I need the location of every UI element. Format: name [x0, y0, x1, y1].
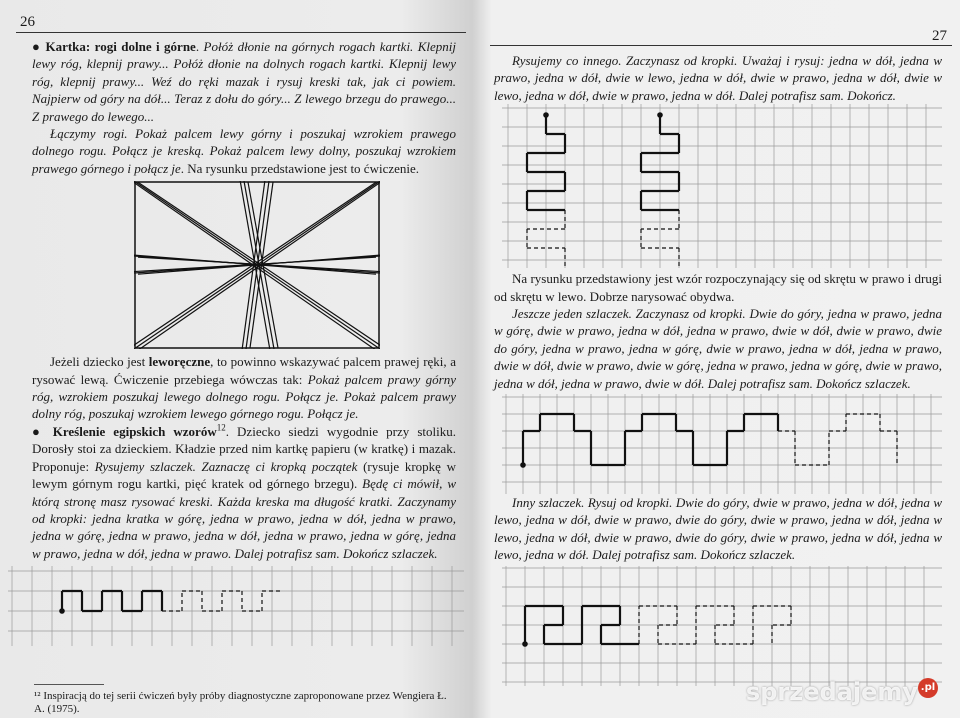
header-rule — [490, 45, 952, 46]
left-page-column — [32, 38, 456, 646]
text-segment: Połóż dłonie na górnych rogach kartki. Klepnij lewy róg, klepnij prawy... Połóż dłonie na dolnych rogach kartki. Klepnij lewy róg, klepnij prawy... Weź do ręki mazak i rysuj kreski tak, jak ci powiem. Najpierw od góry na dół... Teraz z dołu do góry... Z lewego brzegu do prawego... Z prawego do lewego... — [32, 39, 457, 124]
paragraph-corners-intro — [32, 38, 456, 125]
text-segment: . Dziecko siedzi wygodnie przy stoliku. Dorosły stoi za dzieckiem. Kładzie przed nim kartkę papieru (w kratkę) i mazak. Proponuje: — [32, 423, 456, 474]
text-segment: ● — [32, 423, 53, 439]
paragraph-left-handed — [32, 353, 456, 423]
footnote: ¹² Inspiracją do tej serii ćwiczeń były próby diagnostyczne zaproponowane przez Wengiera Ł. A. (1975). — [34, 690, 447, 715]
pattern-grid-4 — [502, 566, 942, 686]
text-segment: , to powinno wskazywać palcem prawej ręki, a rysować lewą. Ćwiczenie przebiega wówczas tak: — [32, 354, 456, 387]
paragraph-zigzag — [494, 52, 942, 104]
text-segment: Pokaż palcem prawy górny róg, wzrokiem poszukaj lewego dolnego rogu. Połącz je. Pokaż palcem prawy dolny róg, poszukaj wzrokiem lewego górnego rogu. Połącz je. — [32, 371, 456, 422]
watermark-text: sprzedajemy — [745, 678, 918, 706]
page-number: 27 — [932, 28, 947, 44]
paragraph-meander — [494, 494, 942, 564]
left-page — [0, 0, 472, 718]
text-segment: Kartka: rogi dolne i górne — [45, 39, 196, 54]
watermark-badge: .pl — [918, 678, 938, 698]
paragraph-connect-corners — [32, 125, 456, 177]
footnote-rule — [34, 684, 104, 685]
text-segment: Inny szlaczek. Rysuj od kropki. Dwie do góry, dwie w prawo, jedna w dół, jedna w lewo, jedna w dół, dwie w prawo, dwie do góry, dwie w prawo, jedna w dół, jedna w lewo, jedna w dół, dwie w prawo, dwie do góry, dwie w prawo, jedna w dół, jedna w lewo, jedna w dół. Dalej potrafisz sam. Dokończ szlaczek. — [494, 495, 942, 563]
text-segment: 12 — [216, 422, 226, 433]
text-segment: Łączymy rogi. Pokaż palcem lewy górny i poszukaj wzrokiem prawego dolnego rogu. Połącz je kreską. Pokaż palcem lewy dolny, poszukaj wzrokiem prawego górnego i połącz je — [32, 126, 456, 176]
text-segment: Rysujemy szlaczek. Zaznaczę ci kropką początek — [94, 458, 358, 474]
pattern-grid-1 — [8, 566, 464, 646]
text-segment: Jeżeli dziecko jest — [50, 354, 149, 370]
text-segment: . — [195, 39, 204, 54]
text-segment: ● — [32, 39, 46, 54]
paragraph-another-pattern — [494, 305, 942, 392]
paragraph-egyptian-patterns — [32, 423, 456, 562]
text-segment: leworęczne — [148, 354, 211, 370]
watermark-logo — [746, 678, 938, 706]
text-segment: Na rysunku przedstawiony jest wzór rozpoczynający się od skrętu w prawo i drugi od skrętu w lewo. Dobrze narysować obydwa. — [494, 271, 942, 304]
text-segment: Jeszcze jeden szlaczek. Zaczynasz od kropki. Dwie do góry, jedna w prawo, jedna w górę, dwie w prawo, jedna w dół, jedna w prawo, dwie w dół, dwie w prawo, dwie do góry, jedna w prawo, jedna w górę, dwie w prawo, jedna w dół, jedna w prawo, dwie w dół, dwie w prawo, dwie w górę, jedna w prawo, jedna w górę, dwie w prawo, jedna w dół, jedna w prawo, dwie w dół. Dalej potrafisz sam. Dokończ szlaczek. — [494, 306, 942, 391]
text-segment: Będę ci mówił, w którą stronę masz rysować kreski. Każda kreska ma długość kratki. Zaczynamy od kropki: jedna kratka w górę, jedna w prawo, jedna w dół, jedna w prawo, jedna w górę, jedna w prawo, jedna w dół, jedna w prawo, jedna w górę, jedna w prawo, jedna w dół, jedna w prawo. Dalej potrafisz sam. Dokończ szlaczek. — [32, 476, 456, 561]
page-number: 26 — [20, 14, 35, 30]
text-segment: Kreślenie egipskich wzorów — [52, 423, 217, 439]
pattern-grid-2 — [502, 104, 942, 268]
header-rule — [16, 32, 466, 33]
right-page — [472, 0, 960, 718]
corner-lines-figure — [134, 181, 380, 349]
text-segment: Rysujemy co innego. Zaczynasz od kropki. Uważaj i rysuj: jedna w dół, jedna w prawo, jedna w dół, dwie w lewo, jedna w dół, dwie w prawo, jedna w dół, dwie w lewo, jedna w dół, dwie w prawo, jedna w dół. Dalej potrafisz sam. Dokończ. — [494, 53, 942, 103]
text-segment: . Na rysunku przedstawione jest to ćwiczenie. — [180, 160, 420, 176]
right-page-column — [494, 52, 942, 686]
paragraph-figure-note — [494, 270, 942, 305]
pattern-grid-3 — [502, 394, 942, 494]
text-segment: (rysuje kropkę w lewym górnym rogu kartki, pięć kratek od górnego brzegu). — [32, 458, 456, 492]
